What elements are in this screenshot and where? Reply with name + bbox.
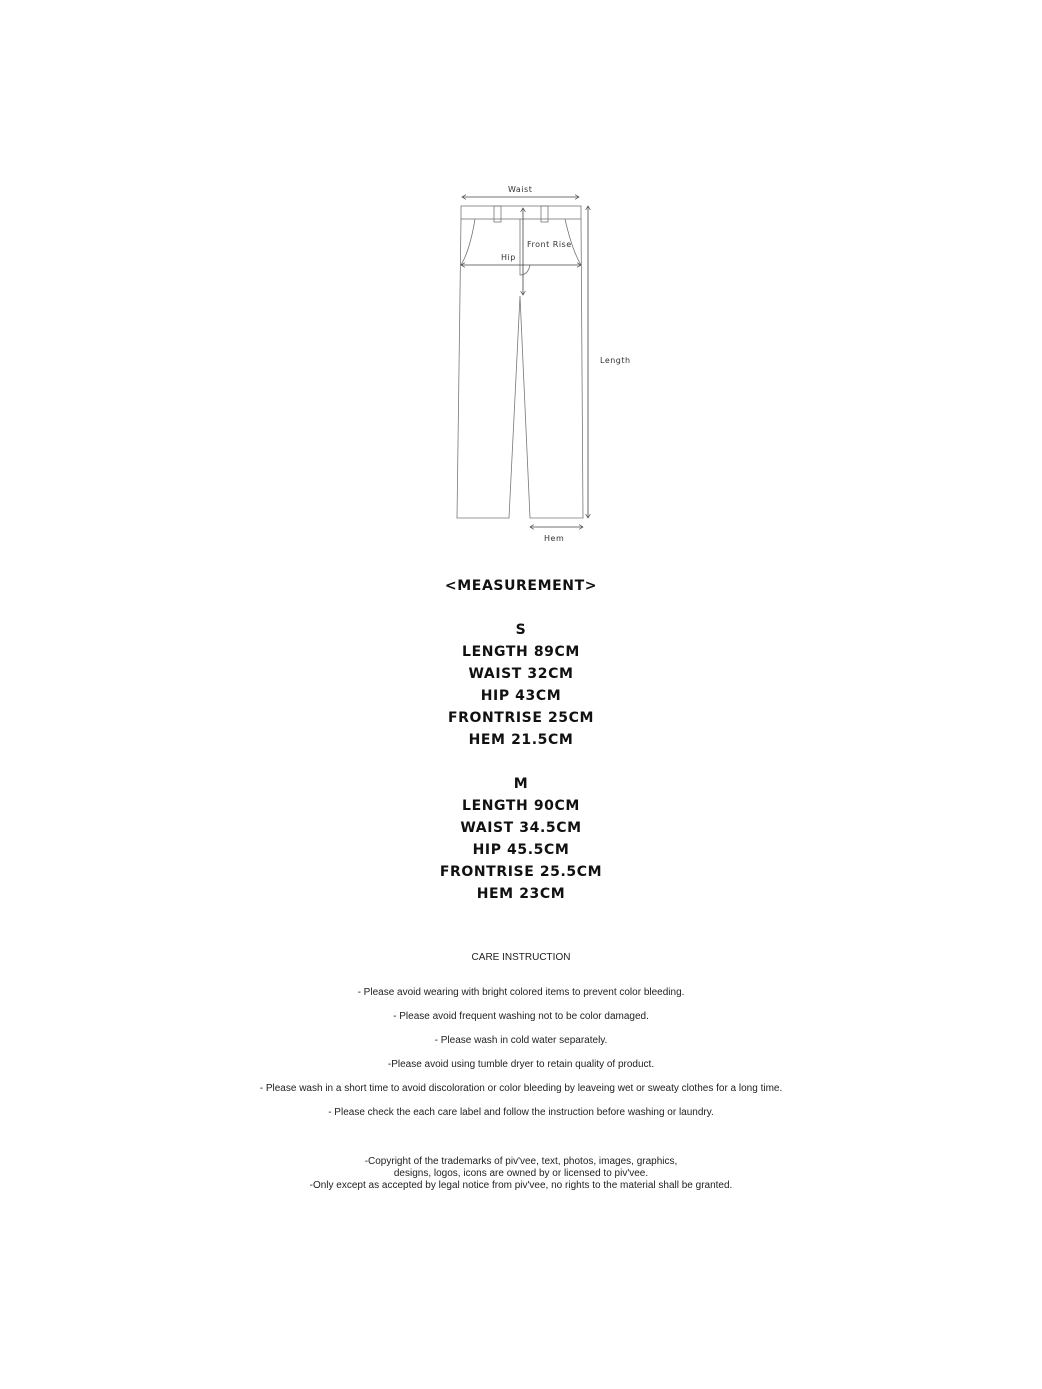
measurement-title: <MEASUREMENT> <box>444 578 598 594</box>
care-title: CARE INSTRUCTION <box>471 952 571 963</box>
copyright-notice <box>0 1156 1042 1192</box>
size-m-block <box>0 773 1042 905</box>
copyright-line: -Copyright of the trademarks of piv'vee, text, photos, images, graphics, <box>364 1156 678 1167</box>
measurement-line: FRONTRISE 25.5CM <box>439 864 603 880</box>
length-label: Length <box>600 356 631 365</box>
pants-outline <box>457 206 583 518</box>
waist-label: Waist <box>508 185 533 194</box>
measurement-line: HIP 43CM <box>480 688 562 704</box>
measurement-line: WAIST 32CM <box>468 666 574 682</box>
measurement-line: HIP 45.5CM <box>472 842 570 858</box>
measurement-line: LENGTH 90CM <box>462 798 580 814</box>
copyright-line: designs, logos, icons are owned by or licensed to piv'vee. <box>393 1168 649 1179</box>
care-item: - Please avoid wearing with bright colored items to prevent color bleeding. <box>357 987 685 998</box>
care-instructions <box>0 952 1042 1131</box>
hem-label: Hem <box>544 534 565 543</box>
measurement-line: WAIST 34.5CM <box>460 820 582 836</box>
copyright-line: -Only except as accepted by legal notice from piv'vee, no rights to the material shall be granted. <box>309 1180 733 1191</box>
hip-label: Hip <box>501 253 516 262</box>
measurement-line: FRONTRISE 25CM <box>447 710 595 726</box>
size-s-block <box>0 619 1042 751</box>
care-item: -Please avoid using tumble dryer to retain quality of product. <box>387 1059 655 1070</box>
size-label: S <box>515 622 527 638</box>
front-rise-label: Front Rise <box>527 240 572 249</box>
care-item: - Please check the each care label and follow the instruction before washing or laundry. <box>328 1107 714 1118</box>
care-item: - Please wash in a short time to avoid discoloration or color bleeding by leaveing wet or sweaty clothes for a long time. <box>259 1083 783 1094</box>
measurement-line: HEM 23CM <box>476 886 566 902</box>
measurement-line: HEM 21.5CM <box>468 732 574 748</box>
care-item: - Please avoid frequent washing not to be color damaged. <box>393 1011 649 1022</box>
size-label: M <box>513 776 529 792</box>
pants-measurement-diagram <box>0 0 1042 560</box>
measurement-line: LENGTH 89CM <box>462 644 580 660</box>
care-item: - Please wash in cold water separately. <box>434 1035 608 1046</box>
